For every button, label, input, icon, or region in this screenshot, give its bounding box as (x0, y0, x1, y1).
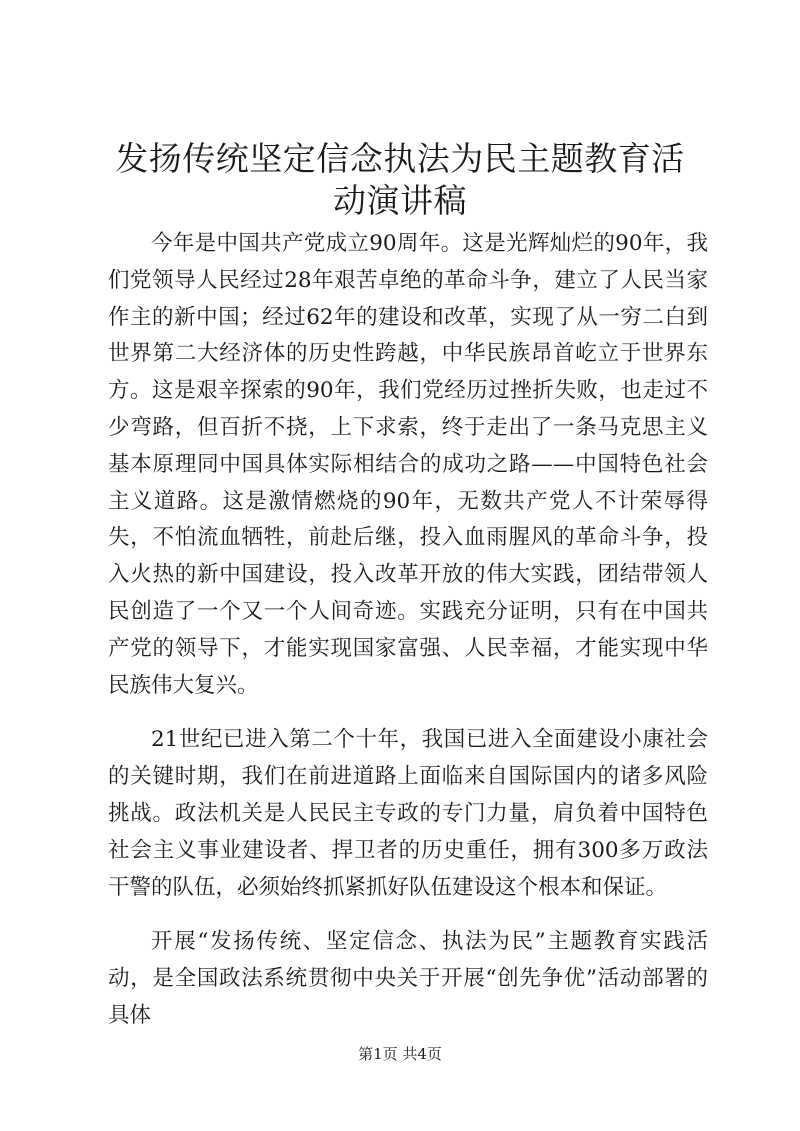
paragraph-1: 今年是中国共产党成立90周年。这是光辉灿烂的90年，我们党领导人民经过28年艰苦卓绝的革命斗争，建立了人民当家作主的新中国；经过62年的建设和改革，实现了从一穷二白到世界第二大经济体的历史性跨越，中华民族昂首屹立于世界东方。这是艰辛探索的90年，我们党经历过挫折失败，也走过不少弯路，但百折不挠，上下求索，终于走出了一条马克思主义基本原理同中国具体实际相结合的成功之路——中国特色社会主义道路。这是激情燃烧的90年，无数共产党人不计荣辱得失，不怕流血牺牲，前赴后继，投入血雨腥风的革命斗争，投入火热的新中国建设，投入改革开放的伟大实践，团结带领人民创造了一个又一个人间奇迹。实践充分证明，只有在中国共产党的领导下，才能实现国家富强、人民幸福，才能实现中华民族伟大复兴。 (108, 231, 708, 698)
document-body (108, 226, 708, 1053)
paragraph-3: 开展“发扬传统、坚定信念、执法为民”主题教育实践活动，是全国政法系统贯彻中央关于开展“创先争优”活动部署的具体 (108, 929, 708, 1028)
document-title: 发扬传统坚定信念执法为民主题教育活动演讲稿 (115, 139, 685, 220)
paragraph-2: 21世纪已进入第二个十年，我国已进入全面建设小康社会的关键时期，我们在前进道路上面临来自国际国内的诸多风险挑战。政法机关是人民民主专政的专门力量，肩负着中国特色社会主义事业建设者、捍卫者的历史重任，拥有300多万政法干警的队伍，必须始终抓紧抓好队伍建设这个根本和保证。 (108, 727, 708, 900)
page-footer: 第1页 共4页 (358, 1045, 442, 1063)
